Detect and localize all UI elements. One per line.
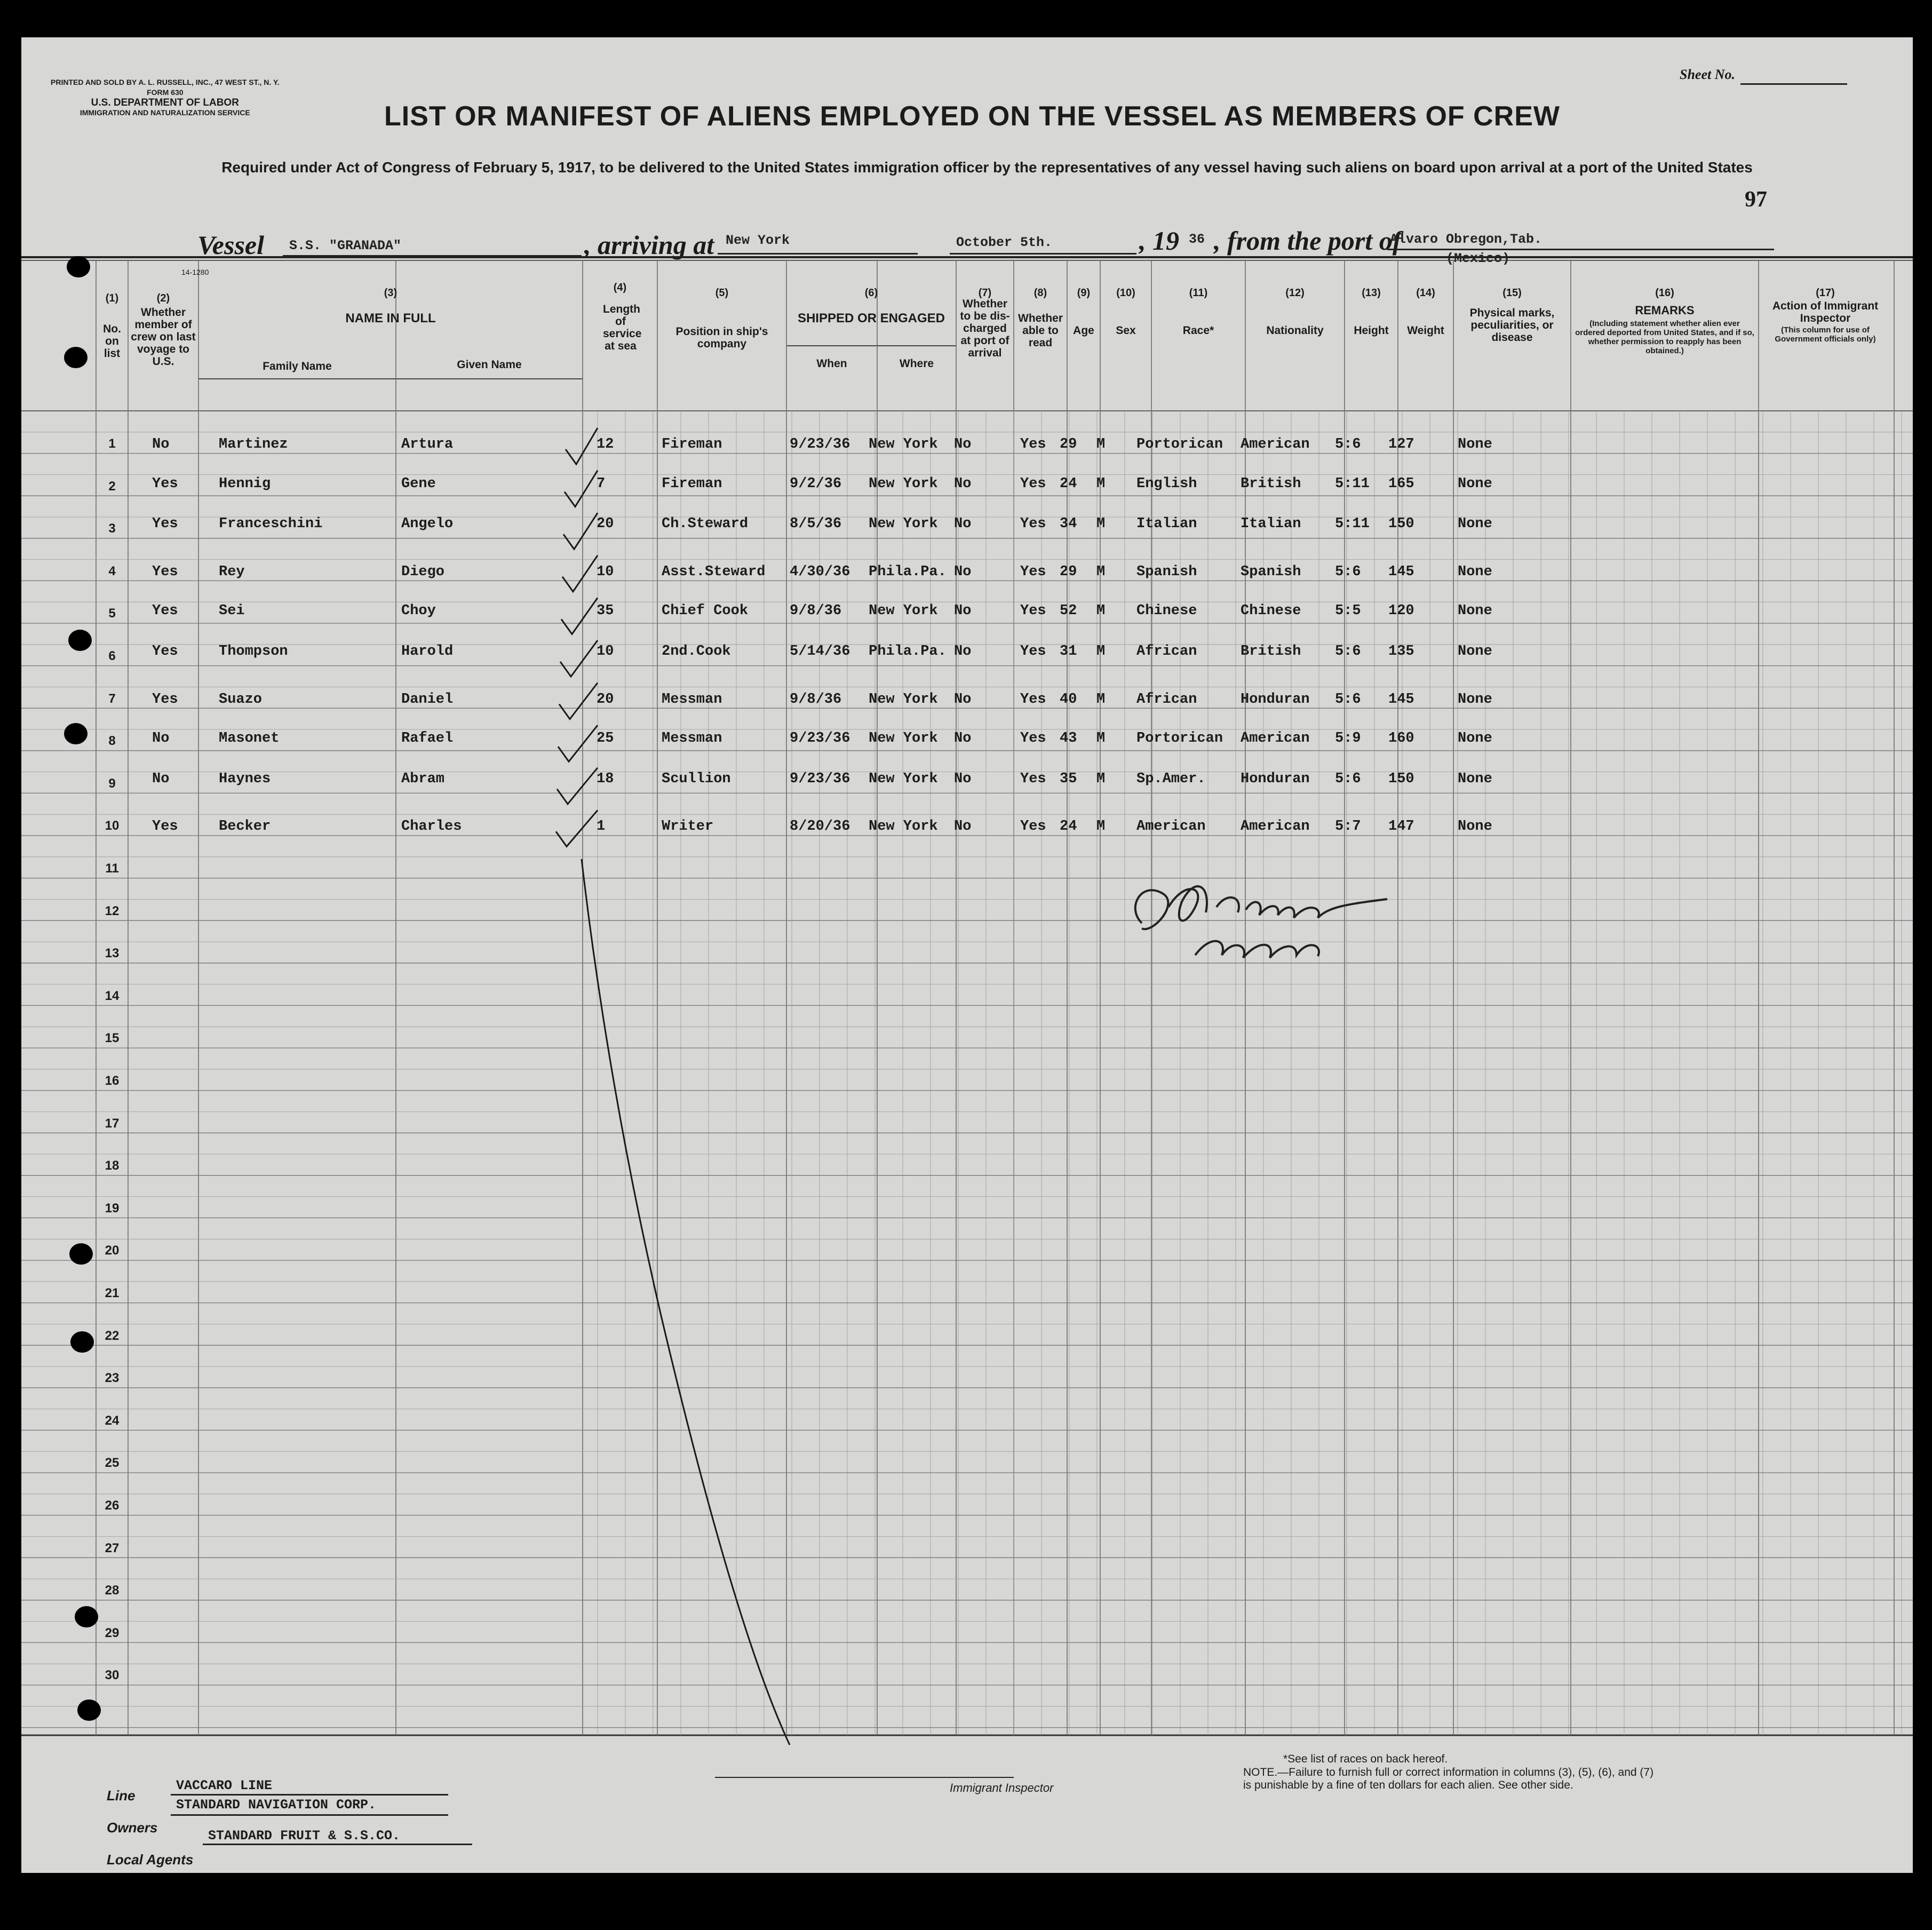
sex: M [1096,819,1106,835]
arriving-port: New York [726,233,790,248]
check-mark [559,683,598,719]
sex: M [1096,516,1106,533]
discharged: No [954,516,972,533]
col13-header: Height [1354,324,1389,337]
check-mark [565,471,598,507]
col1-number: (1) [105,292,119,304]
col5-header: Position in ship's company [675,325,768,350]
physical-marks: None [1458,819,1492,835]
col4-header: Length of service at sea [603,303,642,352]
row-number: 19 [105,1201,120,1216]
shipped-where: New York [869,516,938,533]
from-port-label: , from the port of [1214,226,1402,256]
col17-subheader: (This column for use of Government officials only) [1775,325,1876,344]
able-to-read: Yes [1020,603,1046,619]
owners-value: STANDARD NAVIGATION CORP. [176,1797,377,1813]
service: IMMIGRATION AND NATURALIZATION SERVICE [79,108,250,117]
row-number: 12 [105,903,120,918]
family-name: Haynes [219,771,271,787]
nationality: American [1241,730,1310,747]
penalty-note: NOTE.—Failure to furnish full or correct information in columns (3), (5), (6), and (7) is punishable by a fine of ten dollars for each alien. See other side. [1243,1766,1654,1791]
shipped-date: 8/5/36 [790,516,842,533]
shipped-where: New York [869,771,938,787]
able-to-read: Yes [1020,644,1046,660]
physical-marks: None [1458,771,1492,787]
owners-label: Owners [107,1820,158,1836]
sex: M [1096,691,1106,708]
family-name: Franceschini [219,516,323,533]
nationality: Honduran [1241,771,1310,787]
given-name: Daniel [401,691,454,708]
given-name: Harold [401,644,454,660]
shipped-date: 9/23/36 [790,771,850,787]
punch-hole [77,1699,101,1721]
age: 24 [1060,475,1077,492]
height: 5:11 [1335,516,1370,533]
form-number: FORM 630 [147,88,184,97]
check-mark [560,640,598,677]
col6-where-header: Where [899,358,934,370]
position: Scullion [662,771,731,787]
agents-value: STANDARD FRUIT & S.S.CO. [208,1828,401,1844]
service-years: 12 [597,436,614,452]
height: 5:6 [1335,644,1361,660]
position: Messman [662,730,722,747]
physical-marks: None [1458,691,1492,708]
crew-status: No [152,730,170,747]
vessel-name: S.S. "GRANADA" [289,238,402,253]
service-years: 25 [597,730,614,747]
sex: M [1096,644,1106,660]
weight: 120 [1388,603,1414,619]
crew-status: Yes [152,691,178,708]
sex: M [1096,730,1106,747]
position: Fireman [662,436,722,452]
col3-family-header: Family Name [263,360,332,372]
able-to-read: Yes [1020,691,1046,708]
service-years: 20 [597,516,614,533]
punch-hole [67,256,90,277]
given-name: Choy [401,603,436,619]
agents-underline [203,1844,472,1845]
row-number: 10 [105,819,120,833]
family-name: Thompson [219,644,288,660]
col12-header: Nationality [1266,324,1324,337]
punch-hole [64,723,88,744]
shipped-where: Phila.Pa. [869,563,947,580]
race: Chinese [1136,603,1197,619]
given-name: Rafael [401,730,454,747]
col16-header: REMARKS [1635,304,1695,317]
races-note: *See list of races on back hereof. [1283,1753,1448,1765]
discharged: No [954,563,972,580]
age: 34 [1060,516,1077,533]
crew-status: Yes [152,563,178,580]
shipped-date: 9/8/36 [790,603,842,619]
crew-status: Yes [152,819,178,835]
col15-number: (15) [1502,287,1522,299]
race: Italian [1136,516,1197,533]
col16-subheader: (Including statement whether alien ever ordered deported from United States, and if so, whether permission to reapply has been obtained.) [1575,319,1754,355]
service-years: 18 [597,771,614,787]
height: 5:6 [1335,691,1361,708]
row-number: 26 [105,1498,120,1513]
arrival-date: October 5th. [956,235,1053,250]
shipped-date: 8/20/36 [790,819,850,835]
shipped-where: New York [869,436,938,452]
col3-header: NAME IN FULL [345,311,436,325]
position: Writer [662,819,714,835]
sex: M [1096,475,1106,492]
weight: 147 [1388,819,1414,835]
shipped-where: New York [869,819,938,835]
discharged: No [954,819,972,835]
discharged: No [954,771,972,787]
row-number: 14 [105,988,120,1003]
document-subtitle: Required under Act of Congress of February 5, 1917, to be delivered to the United States immigration officer by the representatives of any vessel having such aliens on board upon arrival at a port of the United States [221,159,1753,176]
row-number: 17 [105,1116,120,1131]
row-number: 13 [105,946,120,961]
row-number: 7 [108,691,116,706]
age: 52 [1060,603,1077,619]
check-mark [562,555,598,592]
departure-port: Alvaro Obregon,Tab. [1390,232,1543,247]
col5-number: (5) [715,287,729,299]
col9-header: Age [1073,324,1094,337]
punch-hole [70,1331,94,1353]
col14-header: Weight [1407,324,1444,337]
able-to-read: Yes [1020,771,1046,787]
shipped-where: New York [869,691,938,708]
col6-header: SHIPPED OR ENGAGED [797,311,945,325]
position: Chief Cook [662,603,749,619]
row-number: 4 [108,563,116,578]
race: African [1136,691,1197,708]
weight: 127 [1388,436,1414,452]
family-name: Hennig [219,475,271,492]
printer-line: PRINTED AND SOLD BY A. L. RUSSELL, INC., 47 WEST ST., N. Y. [51,78,280,86]
row-number: 28 [105,1583,120,1598]
nationality: British [1241,644,1301,660]
shipped-date: 5/14/36 [790,644,850,660]
col12-number: (12) [1285,287,1305,299]
col17-header: Action of Immigrant Inspector [1772,300,1879,324]
nationality: American [1241,436,1310,452]
service-years: 7 [597,475,606,492]
col2-header: Whether member of crew on last voyage to U.S. [131,306,196,368]
service-years: 1 [597,819,606,835]
physical-marks: None [1458,563,1492,580]
given-name: Abram [401,771,445,787]
shipped-date: 9/8/36 [790,691,842,708]
vessel-label: Vessel [197,230,264,260]
row-number: 6 [108,649,116,663]
row-number: 2 [108,479,116,494]
service-years: 35 [597,603,614,619]
family-name: Martinez [219,436,288,452]
inspector-signature [1120,843,1398,966]
race: Sp.Amer. [1136,771,1206,787]
able-to-read: Yes [1020,563,1046,580]
height: 5:6 [1335,771,1361,787]
row-number: 29 [105,1625,120,1640]
age: 29 [1060,563,1077,580]
height: 5:6 [1335,436,1361,452]
service-years: 10 [597,563,614,580]
physical-marks: None [1458,730,1492,747]
shipped-where: Phila.Pa. [869,644,947,660]
discharged: No [954,603,972,619]
row-number: 15 [105,1031,120,1046]
shipped-date: 4/30/36 [790,563,850,580]
row-number: 11 [105,861,119,876]
punch-hole [64,347,88,368]
height: 5:6 [1335,563,1361,580]
able-to-read: Yes [1020,516,1046,533]
position: Asst.Steward [662,563,766,580]
position: Fireman [662,475,722,492]
weight: 160 [1388,730,1414,747]
col3-given-header: Given Name [457,359,522,371]
physical-marks: None [1458,475,1492,492]
nationality: Honduran [1241,691,1310,708]
able-to-read: Yes [1020,730,1046,747]
col6-number: (6) [864,287,878,299]
col6-when-header: When [816,358,847,370]
year-prefix: , 19 [1139,226,1179,256]
col4-number: (4) [613,282,627,293]
height: 5:11 [1335,475,1370,492]
signature-title: Inspector [1227,946,1247,951]
physical-marks: None [1458,436,1492,452]
nationality: British [1241,475,1301,492]
row-number: 30 [105,1668,120,1683]
age: 29 [1060,436,1077,452]
given-name: Charles [401,819,462,835]
family-name: Sei [219,603,245,619]
age: 43 [1060,730,1077,747]
able-to-read: Yes [1020,819,1046,835]
row-number: 16 [105,1074,120,1088]
line-value: VACCARO LINE [176,1778,273,1793]
row-number: 20 [105,1243,120,1258]
family-name: Suazo [219,691,263,708]
age: 35 [1060,771,1077,787]
check-mark [566,428,598,464]
row-number: 23 [105,1371,120,1386]
year: 36 [1189,232,1205,247]
sex: M [1096,603,1106,619]
shipped-where: New York [869,603,938,619]
weight: 165 [1388,475,1414,492]
col16-number: (16) [1655,287,1674,299]
col2-number: (2) [156,292,170,304]
crew-status: Yes [152,644,178,660]
col17-number: (17) [1816,287,1835,299]
shipped-date: 9/2/36 [790,475,842,492]
discharged: No [954,691,972,708]
weight: 150 [1388,771,1414,787]
row-number: 8 [108,734,116,749]
able-to-read: Yes [1020,436,1046,452]
col11-header: Race* [1182,324,1214,337]
nationality: Chinese [1241,603,1301,619]
family-name: Rey [219,563,245,580]
row-number: 25 [105,1456,120,1471]
check-mark [558,725,598,761]
line-label: Line [107,1788,136,1804]
height: 5:7 [1335,819,1361,835]
race: American [1136,819,1206,835]
inspector-label: Immigrant Inspector [950,1781,1054,1794]
crew-status: Yes [152,516,178,533]
age: 24 [1060,819,1077,835]
physical-marks: None [1458,516,1492,533]
nationality: Italian [1241,516,1301,533]
sex: M [1096,563,1106,580]
sex: M [1096,436,1106,452]
row-number: 24 [105,1413,120,1428]
discharged: No [954,475,972,492]
col1-header: No. on list [103,323,121,360]
weight: 145 [1388,563,1414,580]
check-mark [563,513,598,549]
discharged: No [954,436,972,452]
shipped-where: New York [869,475,938,492]
given-name: Angelo [401,516,454,533]
agents-label: Local Agents [107,1852,194,1868]
given-name: Gene [401,475,436,492]
crew-status: Yes [152,603,178,619]
col15-header: Physical marks, peculiarities, or disease [1469,307,1555,344]
race: Portorican [1136,436,1223,452]
check-mark [557,768,598,804]
weight: 150 [1388,516,1414,533]
height: 5:5 [1335,603,1361,619]
weight: 135 [1388,644,1414,660]
shipped-date: 9/23/36 [790,436,850,452]
line-underline [171,1794,448,1796]
height: 5:9 [1335,730,1361,747]
col7-header: Whether to be dis-charged at port of arrival [960,298,1010,359]
shipped-date: 9/23/36 [790,730,850,747]
void-stroke [582,859,790,1745]
age: 31 [1060,644,1077,660]
col13-number: (13) [1362,287,1381,299]
col9-number: (9) [1077,287,1091,299]
weight: 145 [1388,691,1414,708]
departure-country: (Mexico) [1446,251,1510,266]
document-title: LIST OR MANIFEST OF ALIENS EMPLOYED ON THE VESSEL AS MEMBERS OF CREW [384,101,1560,132]
form-code: 14-1280 [181,268,209,276]
family-name: Becker [219,819,271,835]
col14-number: (14) [1416,287,1435,299]
punch-hole [75,1606,98,1627]
col3-number: (3) [384,287,397,299]
age: 40 [1060,691,1077,708]
family-name: Masonet [219,730,280,747]
row-number: 21 [105,1286,120,1300]
owners-underline [171,1814,448,1816]
col10-number: (10) [1116,287,1135,299]
given-name: Diego [401,563,445,580]
row-number: 5 [108,606,116,621]
sheet-number-label: Sheet No. [1680,67,1735,82]
check-mark [561,598,598,634]
discharged: No [954,730,972,747]
discharged: No [954,644,972,660]
punch-hole [69,1243,93,1265]
position: Messman [662,691,722,708]
service-years: 10 [597,644,614,660]
position: Ch.Steward [662,516,749,533]
row-number: 22 [105,1328,120,1343]
physical-marks: None [1458,603,1492,619]
race: African [1136,644,1197,660]
crew-status: No [152,436,170,452]
position: 2nd.Cook [662,644,731,660]
col8-header: Whether able to read [1018,312,1063,349]
col10-header: Sex [1116,324,1136,337]
check-mark [556,810,598,846]
crew-status: Yes [152,475,178,492]
row-number: 27 [105,1540,120,1555]
row-number: 1 [108,436,116,451]
crew-status: No [152,771,170,787]
col7-number: (7) [978,287,992,299]
row-number: 18 [105,1158,120,1173]
able-to-read: Yes [1020,475,1046,492]
given-name: Artura [401,436,454,452]
sex: M [1096,771,1106,787]
page-number: 97 [1745,187,1767,212]
arriving-label: , arriving at [584,230,714,260]
col8-number: (8) [1033,287,1047,299]
row-number: 3 [108,521,116,536]
row-number: 9 [108,776,116,791]
department: U.S. DEPARTMENT OF LABOR [91,97,239,108]
col11-number: (11) [1189,287,1208,299]
race: Spanish [1136,563,1197,580]
signature-name: P J Flanagan [1227,919,1254,925]
race: English [1136,475,1197,492]
punch-hole [68,630,92,651]
race: Portorican [1136,730,1223,747]
physical-marks: None [1458,644,1492,660]
inspector-line [715,1777,1014,1778]
nationality: Spanish [1241,563,1301,580]
manifest-sheet [21,37,1913,1873]
shipped-where: New York [869,730,938,747]
nationality: American [1241,819,1310,835]
service-years: 20 [597,691,614,708]
